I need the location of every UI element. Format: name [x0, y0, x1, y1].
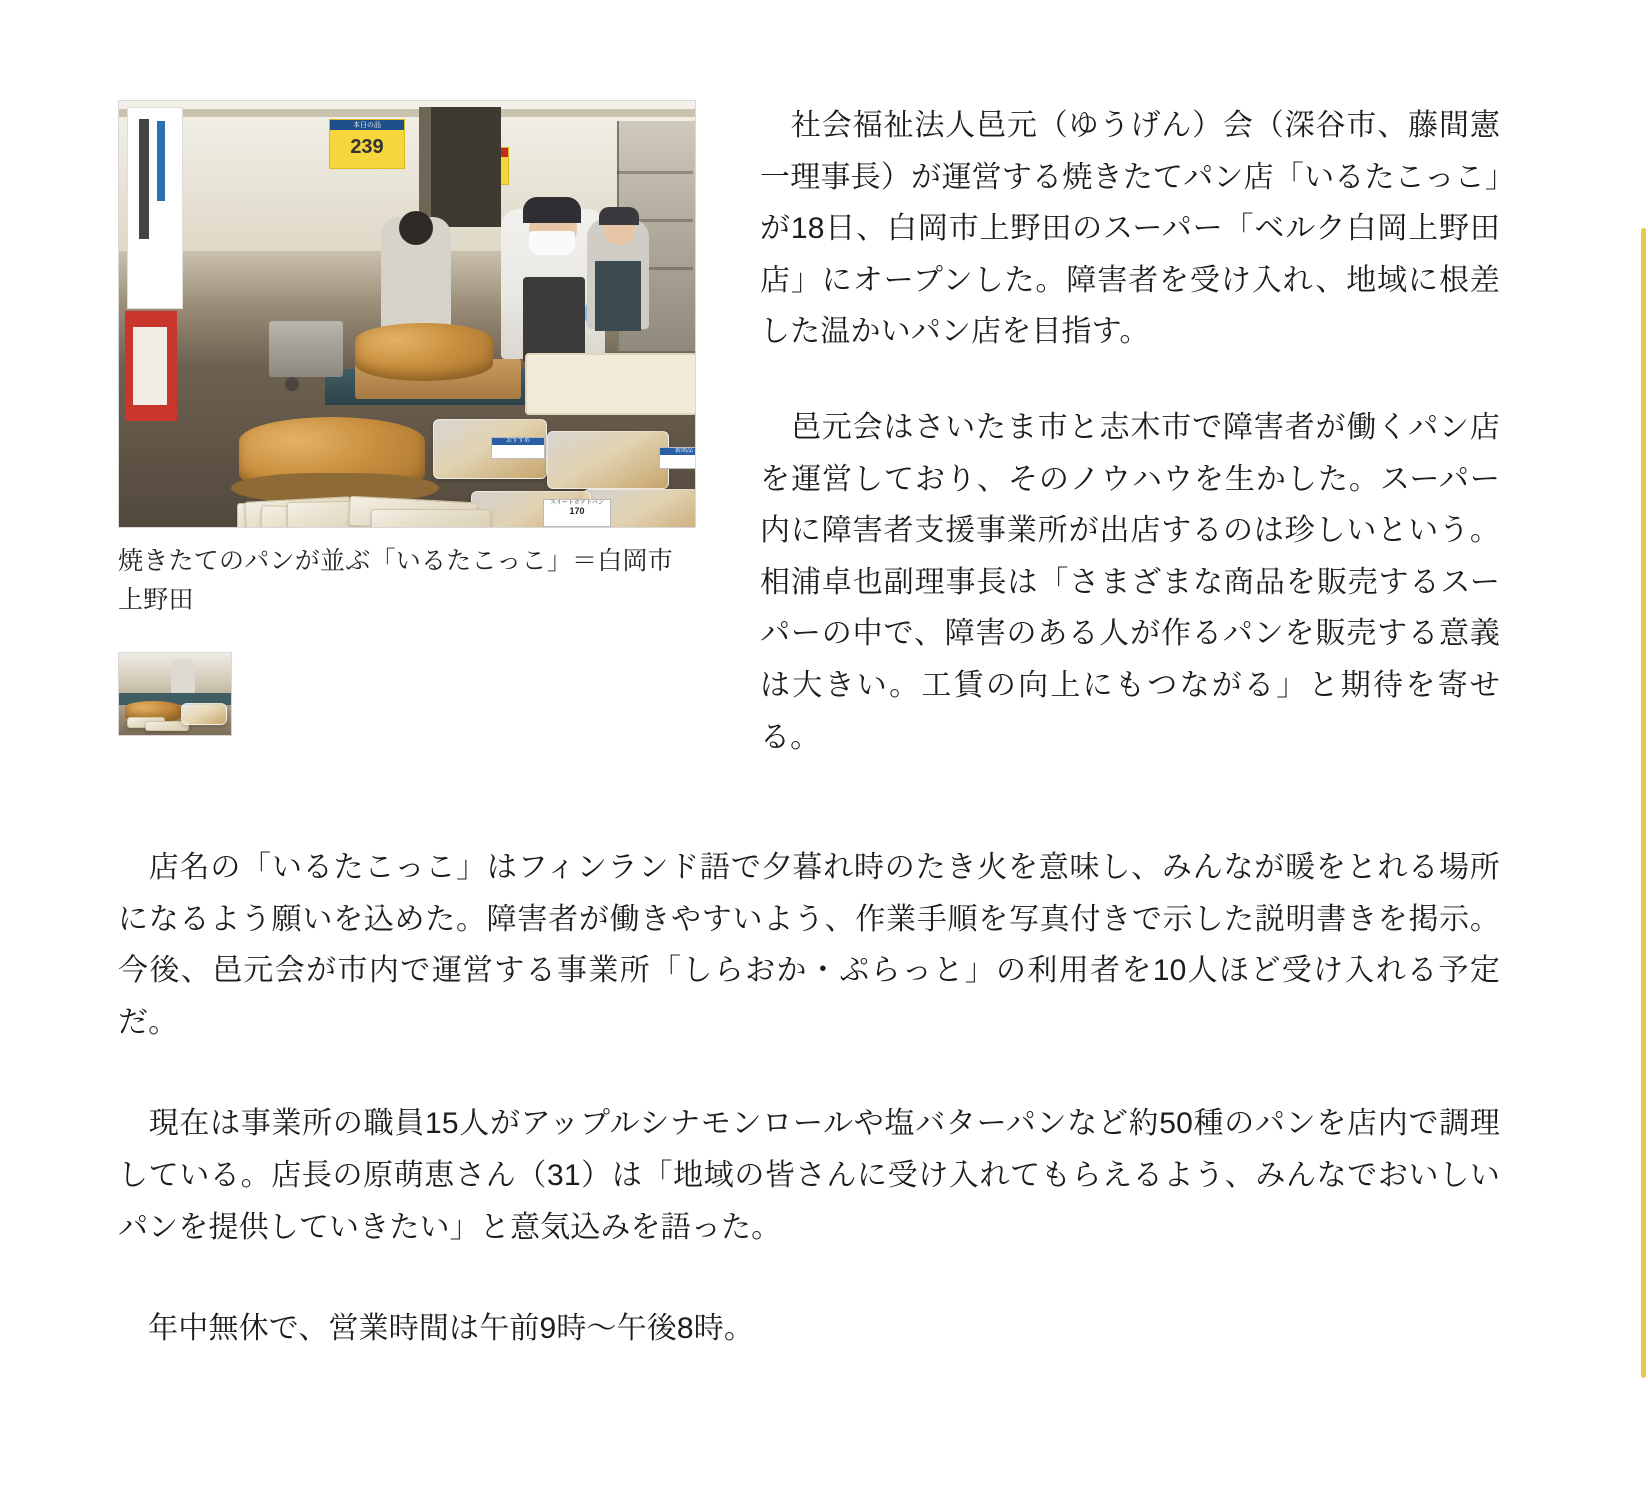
- main-photo[interactable]: [118, 100, 696, 528]
- article-body-full-width: [118, 842, 1500, 1405]
- photo-staff-back-right-cap: [599, 207, 639, 225]
- photo-shelf-tag-1: おすすめ: [491, 437, 545, 459]
- photo-left-banner-text: [139, 119, 149, 239]
- article-right-column: [760, 100, 1500, 763]
- photo-cart-wheel: [285, 377, 299, 391]
- photo-staff-front-mask: [529, 231, 575, 255]
- photo-bread-basket-mid: [355, 323, 493, 381]
- photo-pack-2: [547, 431, 669, 489]
- thumbnail-strip: [118, 652, 696, 736]
- photo-caption: 焼きたてのパンが並ぶ「いるたこっこ」＝白岡市上野田: [118, 547, 674, 614]
- photo-dough-tray: [525, 353, 696, 415]
- article-paragraph-1: 社会福祉法人邑元（ゆうげん）会（深谷市、藤間憲一理事長）が運営する焼きたてパン店「いるたこっこ」が18日、白岡市上野田のスーパー「ベルク白岡上野田店」にオープンした。障害者を受け入れ、地域に根差した温かいパン店を目指す。: [760, 109, 1500, 349]
- price-sign-1-value: 239: [350, 136, 384, 158]
- photo-ceiling-rail: [119, 109, 696, 117]
- photo-staff-back-left-head: [399, 211, 433, 245]
- photo-red-promo-inner: [133, 327, 167, 405]
- photo-staff-front-cap: [523, 197, 581, 223]
- photo-staff-back-right-apron: [595, 261, 641, 331]
- photo-thumbnail-1[interactable]: [118, 652, 232, 736]
- photo-paper-bag-6: [371, 509, 491, 528]
- photo-shelf-tag-2: 新商品: [659, 447, 696, 469]
- thumbnail-pack: [181, 703, 227, 725]
- photo-left-banner-accent: [157, 121, 165, 201]
- thumbnail-person: [171, 659, 195, 693]
- photo-shelf-tag-3: [543, 499, 611, 527]
- article-paragraph-5: 年中無休で、営業時間は午前9時〜午後8時。: [118, 1312, 755, 1346]
- price-sign-1: 本日の品 239: [329, 119, 405, 169]
- photo-door-panel: [431, 107, 501, 227]
- photo-shelf-tag-3-price: 170: [569, 505, 585, 516]
- article-paragraph-4: 現在は事業所の職員15人がアップルシナモンロールや塩バターパンなど約50種のパンを店内で調理している。店長の原萌恵さん（31）は「地域の皆さんに受け入れてもらえるよう、みんなでおいしいパンを提供していきたい」と意気込みを語った。: [118, 1107, 1500, 1244]
- photo-staff-front-apron: [523, 277, 585, 363]
- photo-left-banner: [127, 107, 183, 309]
- photo-rack-shelf-1: [617, 171, 693, 174]
- article-paragraph-2: 邑元会はさいたま市と志木市で障害者が働くパン店を運営しており、そのノウハウを生かした。スーパー内に障害者支援事業所が出店するのは珍しいという。相浦卓也副理事長は「さまざまな商品を販売するスーパーの中で、障害のある人が作るパンを販売する意義は大きい。工賃の向上にもつながる」と期待を寄せる。: [760, 410, 1500, 754]
- article-paragraph-3: 店名の「いるたこっこ」はフィンランド語で夕暮れ時のたき火を意味し、みんなが暖をとれる場所になるよう願いを込めた。障害者が働きやすいよう、作業手順を写真付きで示した説明書きを掲示。今後、邑元会が市内で運営する事業所「しらおか・ぷらっと」の利用者を10人ほど受け入れる予定だ。: [118, 851, 1500, 1039]
- article-figure: [118, 100, 696, 736]
- photo-shelf-tag-3-label: スイートポテトパン: [550, 500, 604, 506]
- photo-cart: [269, 321, 343, 377]
- right-edge-accent-bar[interactable]: [1641, 228, 1646, 1378]
